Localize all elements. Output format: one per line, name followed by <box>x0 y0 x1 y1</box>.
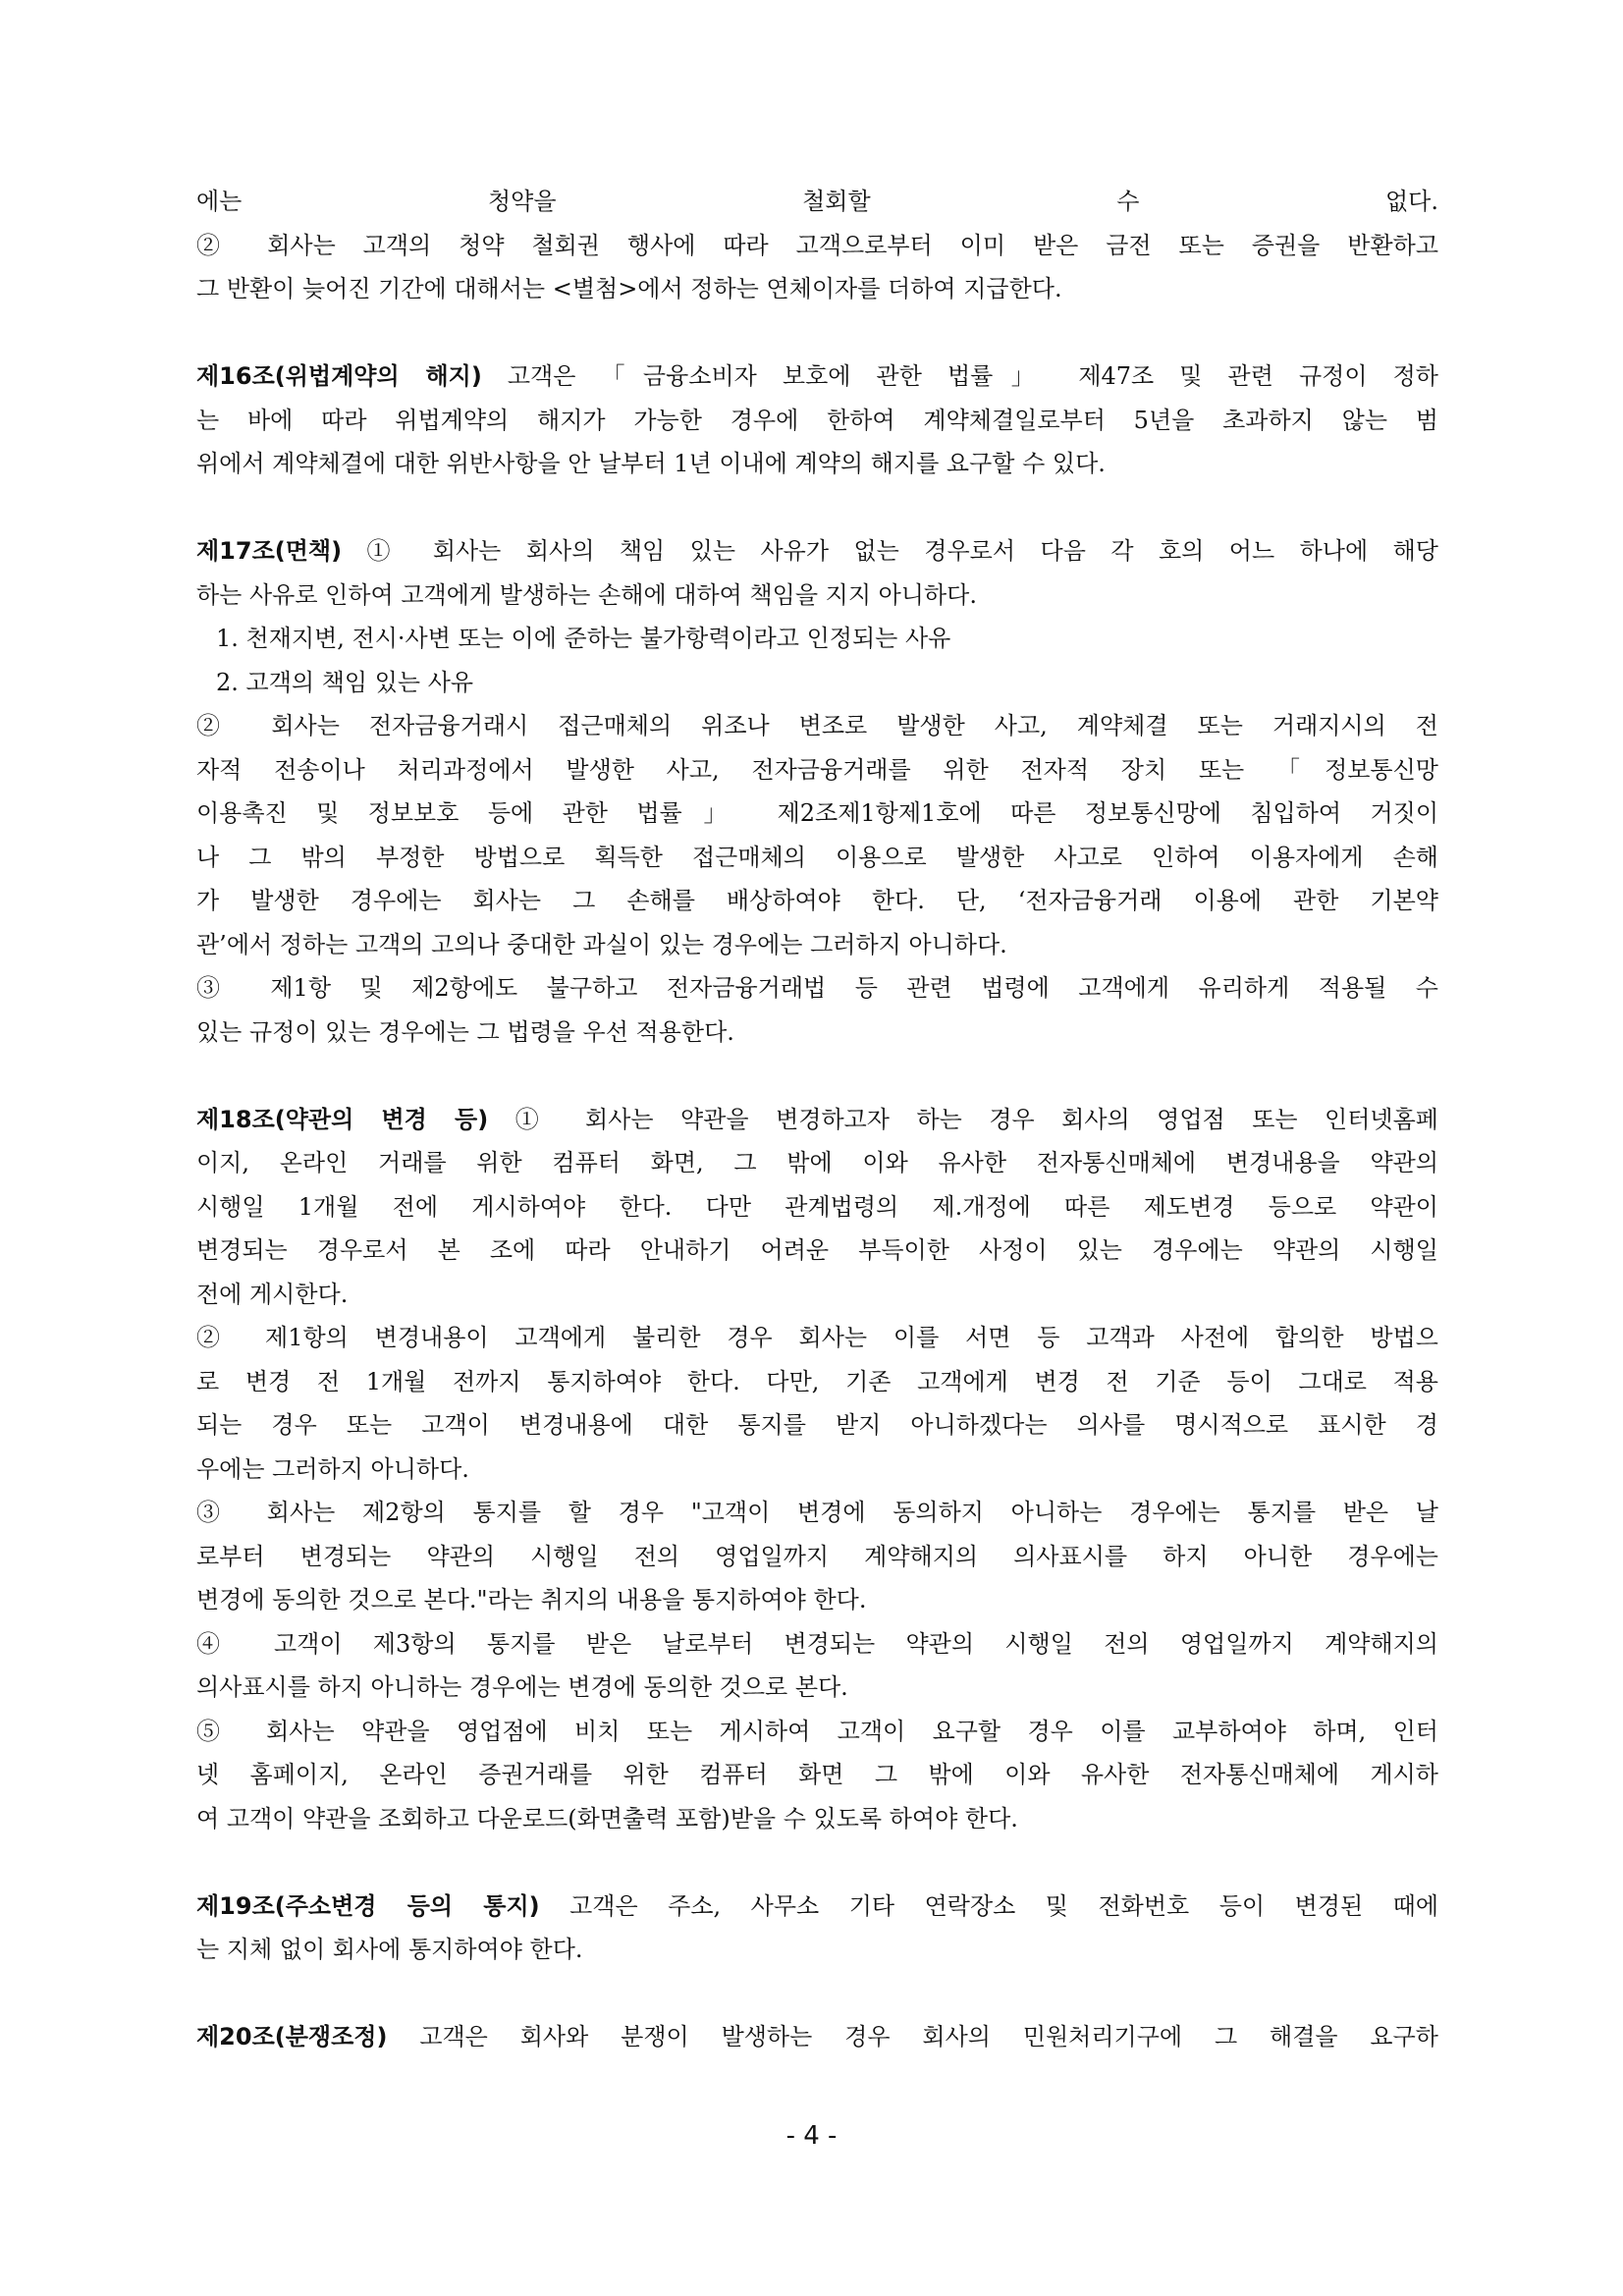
text-line: 되는 경우 또는 고객이 변경내용에 대한 통지를 받지 아니하겠다는 의사를 명시적으로 표시한 경 <box>196 1411 1438 1439</box>
text-line: ② 회사는 전자금융거래시 접근매체의 위조나 변조로 발생한 사고, 계약체결 또는 거래지시의 전 <box>196 712 1438 739</box>
document-body <box>196 180 1438 2059</box>
text-line: 로부터 변경되는 약관의 시행일 전의 영업일까지 계약해지의 의사표시를 하지 아니한 경우에는 <box>196 1542 1438 1570</box>
text-line <box>196 1885 1438 1929</box>
article-19 <box>196 1885 1438 1972</box>
text-line: 하는 사유로 인하여 고객에게 발생하는 손해에 대하여 책임을 지지 아니하다. <box>196 580 977 609</box>
text-line: 변경에 동의한 것으로 본다."라는 취지의 내용을 통지하여야 한다. <box>196 1586 867 1613</box>
text-line: 위에서 계약체결에 대한 위반사항을 안 날부터 1년 이내에 계약의 해지를 요구할 수 있다. <box>196 450 1106 477</box>
text-line: 는 지체 없이 회사에 통지하여야 한다. <box>196 1936 583 1963</box>
text-run: ① 회사는 회사의 책임 있는 사유가 없는 경우로서 다음 각 호의 어느 하나에 해당 <box>342 537 1438 565</box>
text-line: ② 제1항의 변경내용이 고객에게 불리한 경우 회사는 이를 서면 등 고객과 사전에 합의한 방법으 <box>196 1324 1438 1351</box>
text-line: 에는 청약을 철회할 수 없다. <box>196 188 1438 215</box>
text-line: 전에 게시한다. <box>196 1280 349 1308</box>
text-line: 로 변경 전 1개월 전까지 통지하여야 한다. 다만, 기존 고객에게 변경 전 기준 등이 그대로 적용 <box>196 1367 1438 1395</box>
article-heading: 제19조(주소변경 등의 통지) <box>196 1891 540 1920</box>
article-18 <box>196 1098 1438 1841</box>
article-heading: 제17조(면책) <box>196 537 343 565</box>
text-line: 시행일 1개월 전에 게시하여야 한다. 다만 관계법령의 제.개정에 따른 제도변경 등으로 약관이 <box>196 1192 1438 1221</box>
text-line: 변경되는 경우로서 본 조에 따라 안내하기 어려운 부득이한 사정이 있는 경우에는 약관의 시행일 <box>196 1236 1438 1264</box>
text-run: 고객은 주소, 사무소 기타 연락장소 및 전화번호 등이 변경된 때에 <box>539 1891 1438 1920</box>
text-line: ② 회사는 고객의 청약 철회권 행사에 따라 고객으로부터 이미 받은 금전 또는 증권을 반환하고 <box>196 231 1438 259</box>
text-line: 는 바에 따라 위법계약의 해지가 가능한 경우에 한하여 계약체결일로부터 5년을 초과하지 않는 범 <box>196 406 1438 434</box>
text-line: 이지, 온라인 거래를 위한 컴퓨터 화면, 그 밖에 이와 유사한 전자통신매체에 변경내용을 약관의 <box>196 1149 1438 1176</box>
text-run: ① 회사는 약관을 변경하고자 하는 경우 회사의 영업점 또는 인터넷홈페 <box>488 1105 1438 1133</box>
text-line: ③ 회사는 제2항의 통지를 할 경우 "고객이 변경에 동의하지 아니하는 경우에는 통지를 받은 날 <box>196 1499 1438 1526</box>
list-item: 1. 천재지변, 전시·사변 또는 이에 준하는 불가항력이라고 인정되는 사유 <box>216 625 951 652</box>
text-run: 고객은 「금융소비자 보호에 관한 법률」 제47조 및 관련 규정이 정하 <box>481 362 1438 390</box>
text-line <box>196 1098 1438 1142</box>
text-line: ⑤ 회사는 약관을 영업점에 비치 또는 게시하여 고객이 요구할 경우 이를 교부하여야 하며, 인터 <box>196 1717 1438 1745</box>
text-line: 가 발생한 경우에는 회사는 그 손해를 배상하여야 한다. 단, ‘전자금융거래 이용에 관한 기본약 <box>196 887 1438 914</box>
text-run: 고객은 회사와 분쟁이 발생하는 경우 회사의 민원처리기구에 그 해결을 요구하 <box>387 2023 1438 2050</box>
article-heading: 제20조(분쟁조정) <box>196 2023 388 2050</box>
text-line: 넷 홈페이지, 온라인 증권거래를 위한 컴퓨터 화면 그 밖에 이와 유사한 전자통신매체에 게시하 <box>196 1761 1438 1788</box>
text-line: ④ 고객이 제3항의 통지를 받은 날로부터 변경되는 약관의 시행일 전의 영업일까지 계약해지의 <box>196 1629 1438 1658</box>
text-line: 그 반환이 늦어진 기간에 대해서는 <별첨>에서 정하는 연체이자를 더하여 지급한다. <box>196 275 1062 302</box>
text-line <box>196 355 1438 399</box>
article-20 <box>196 2015 1438 2059</box>
text-line: ③ 제1항 및 제2항에도 불구하고 전자금융거래법 등 관련 법령에 고객에게 유리하게 적용될 수 <box>196 974 1438 1002</box>
text-line: 자적 전송이나 처리과정에서 발생한 사고, 전자금융거래를 위한 전자적 장치 또는 「정보통신망 <box>196 755 1438 784</box>
article-17 <box>196 529 1438 1054</box>
text-line <box>196 2015 1438 2059</box>
text-line: 이용촉진 및 정보보호 등에 관한 법률」 제2조제1항제1호에 따른 정보통신망에 침입하여 거짓이 <box>196 799 1438 827</box>
article-16 <box>196 355 1438 486</box>
text-line: 관’에서 정하는 고객의 고의나 중대한 과실이 있는 경우에는 그러하지 아니하다. <box>196 930 1007 958</box>
article-heading: 제16조(위법계약의 해지) <box>196 362 482 390</box>
text-line <box>196 529 1438 574</box>
text-line: 나 그 밖의 부정한 방법으로 획득한 접근매체의 이용으로 발생한 사고로 인하여 이용자에게 손해 <box>196 843 1438 871</box>
article-heading: 제18조(약관의 변경 등) <box>196 1105 489 1133</box>
page-number: - 4 - <box>785 2121 838 2151</box>
text-line: 우에는 그러하지 아니하다. <box>196 1454 469 1483</box>
article-15-continuation <box>196 180 1438 311</box>
text-line: 의사표시를 하지 아니하는 경우에는 변경에 동의한 것으로 본다. <box>196 1673 848 1701</box>
text-line: 있는 규정이 있는 경우에는 그 법령을 우선 적용한다. <box>196 1017 734 1046</box>
list-item: 2. 고객의 책임 있는 사유 <box>216 668 474 696</box>
text-line: 여 고객이 약관을 조회하고 다운로드(화면출력 포함)받을 수 있도록 하여야 한다. <box>196 1804 1018 1832</box>
